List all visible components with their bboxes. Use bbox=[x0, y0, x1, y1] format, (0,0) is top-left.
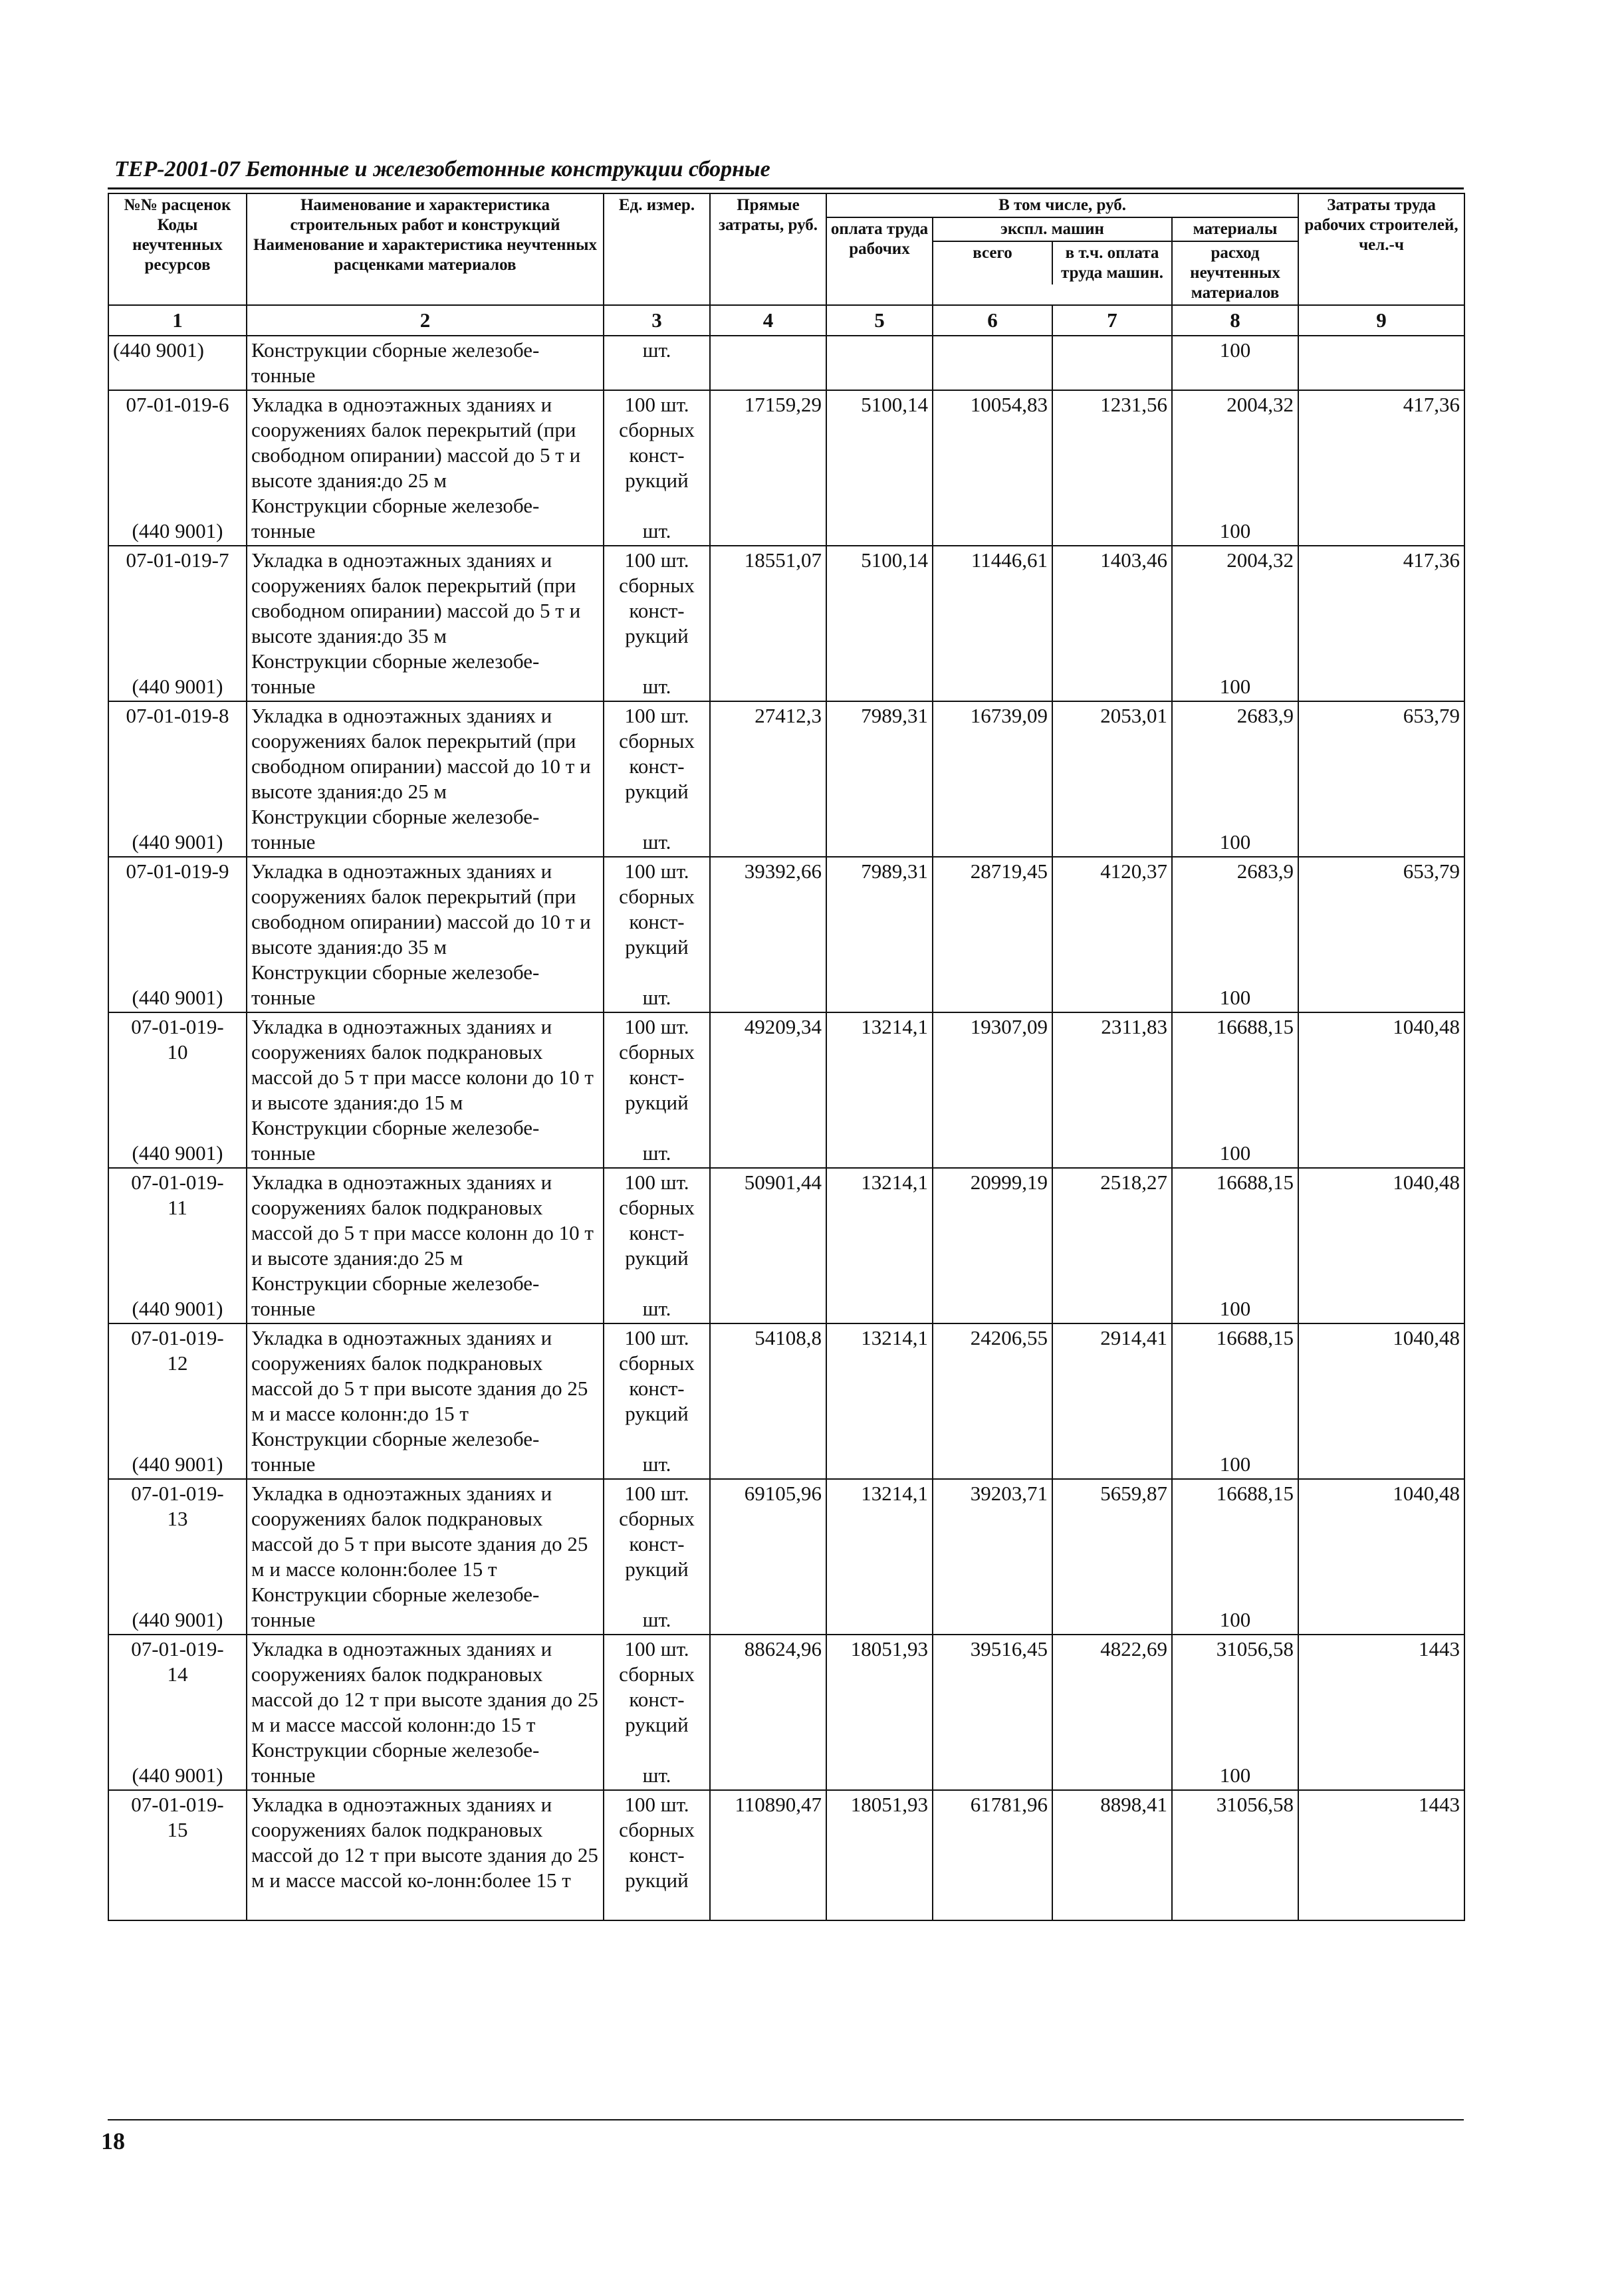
spacer bbox=[1177, 884, 1294, 985]
rate-name-cell bbox=[247, 1479, 604, 1635]
materials-value: 16688,15 bbox=[1216, 1482, 1294, 1505]
materials-value: 31056,58 bbox=[1216, 1637, 1294, 1660]
resource-code: (440 9001) bbox=[132, 1452, 223, 1476]
resource-name: Конструкции сборные железобе-тонные bbox=[251, 1116, 540, 1165]
spacer bbox=[608, 1582, 705, 1607]
rate-name-cell bbox=[247, 1790, 604, 1920]
machines-total-value: 10054,83 bbox=[933, 390, 1052, 546]
resource-unit: шт. bbox=[642, 1452, 671, 1476]
rate-unit-cell bbox=[604, 1479, 710, 1635]
materials-cell bbox=[1172, 1635, 1298, 1790]
rate-name: Укладка в одноэтажных зданиях и сооружениях балок подкрановых массой до 5 т при массе колони до 10 т и высоте здания:до 15 м bbox=[251, 1015, 594, 1114]
resource-unit: шт. bbox=[642, 519, 671, 542]
rate-unit: 100 шт. сборных конст-рукций bbox=[619, 1015, 695, 1114]
rate-row bbox=[108, 546, 1464, 701]
labor-hours-value: 1443 bbox=[1298, 1790, 1464, 1920]
rate-name: Укладка в одноэтажных зданиях и сооружениях балок подкрановых массой до 5 т при массе колонн до 10 т и высоте здания:до 25 м bbox=[251, 1171, 594, 1270]
spacer bbox=[113, 1532, 242, 1607]
materials-cell bbox=[1172, 701, 1298, 857]
col-number: 2 bbox=[247, 305, 604, 336]
resource-amount: 100 bbox=[1219, 1297, 1251, 1320]
materials-value: 2004,32 bbox=[1226, 393, 1294, 416]
spacer bbox=[608, 1115, 705, 1141]
resource-name: Конструкции сборные железобе-тонные bbox=[251, 1738, 540, 1787]
labor-hours-value: 653,79 bbox=[1298, 857, 1464, 1012]
machines-total-value: 19307,09 bbox=[933, 1012, 1052, 1168]
col-header-labor-hours: Затраты труда рабочих строителей, чел.-ч bbox=[1298, 193, 1464, 305]
labor-pay-value: 7989,31 bbox=[826, 701, 933, 857]
resource-code: (440 9001) bbox=[132, 986, 223, 1009]
resource-amount: 100 bbox=[1219, 830, 1251, 854]
rate-code-cell bbox=[108, 546, 247, 701]
column-numbers-row bbox=[108, 305, 1464, 336]
rate-row bbox=[108, 1635, 1464, 1790]
spacer bbox=[113, 1065, 242, 1141]
materials-cell bbox=[1172, 1012, 1298, 1168]
col-number: 6 bbox=[933, 305, 1052, 336]
page-number: 18 bbox=[101, 2128, 125, 2154]
rate-code: 11 bbox=[168, 1196, 187, 1219]
rate-code: 07-01-019- bbox=[131, 1015, 224, 1038]
resource-name: Конструкции сборные железобе-тонные bbox=[251, 1272, 540, 1320]
spacer bbox=[113, 417, 242, 518]
machines-labor-value: 2311,83 bbox=[1052, 1012, 1172, 1168]
direct-costs-value: 17159,29 bbox=[710, 390, 826, 546]
col-header-name-works: Наименование и характеристика строительных работ и конструкций bbox=[290, 196, 560, 234]
machines-labor-value: 8898,41 bbox=[1052, 1790, 1172, 1920]
rate-name-cell bbox=[247, 1635, 604, 1790]
rate-unit-cell bbox=[604, 701, 710, 857]
rate-name: Укладка в одноэтажных зданиях и сооружениях балок перекрытий (при свободном опирании) массой до 5 т и высоте здания:до 25 м bbox=[251, 393, 581, 492]
rate-row bbox=[108, 1479, 1464, 1635]
machines-labor-value: 2053,01 bbox=[1052, 701, 1172, 857]
rate-unit-cell bbox=[604, 857, 710, 1012]
resource-amount: 100 bbox=[1219, 1764, 1251, 1787]
empty-cell bbox=[933, 336, 1052, 390]
rate-code: 14 bbox=[167, 1662, 188, 1686]
spacer bbox=[1177, 1351, 1294, 1452]
rate-code: 07-01-019- bbox=[131, 1482, 224, 1505]
spacer bbox=[113, 573, 242, 674]
rate-code-cell bbox=[108, 1168, 247, 1323]
labor-pay-value: 7989,31 bbox=[826, 857, 933, 1012]
rate-unit: 100 шт. сборных конст-рукций bbox=[619, 1793, 695, 1892]
labor-pay-value: 5100,14 bbox=[826, 546, 933, 701]
col-number: 9 bbox=[1298, 305, 1464, 336]
machines-labor-value: 4822,69 bbox=[1052, 1635, 1172, 1790]
spacer bbox=[113, 884, 242, 985]
machines-total-value: 28719,45 bbox=[933, 857, 1052, 1012]
rate-name: Укладка в одноэтажных зданиях и сооружениях балок перекрытий (при свободном опирании) массой до 5 т и высоте здания:до 35 м bbox=[251, 548, 581, 647]
direct-costs-value: 18551,07 bbox=[710, 546, 826, 701]
spacer bbox=[1177, 1040, 1294, 1141]
col-header-machines-labor: в т.ч. оплата труда машин. bbox=[1060, 244, 1163, 282]
rate-unit: 100 шт. сборных конст-рукций bbox=[619, 859, 695, 959]
spacer bbox=[1177, 1195, 1294, 1296]
labor-hours-value: 1443 bbox=[1298, 1635, 1464, 1790]
resource-amount: 100 bbox=[1219, 1452, 1251, 1476]
direct-costs-value: 50901,44 bbox=[710, 1168, 826, 1323]
resource-name: Конструкции сборные железобе-тонные bbox=[251, 649, 540, 698]
labor-pay-value: 13214,1 bbox=[826, 1168, 933, 1323]
resource-amount: 100 bbox=[1219, 519, 1251, 542]
materials-cell bbox=[1172, 857, 1298, 1012]
spacer bbox=[113, 1376, 242, 1452]
col-header-name bbox=[247, 193, 604, 305]
labor-hours-value: 417,36 bbox=[1298, 390, 1464, 546]
rate-unit: 100 шт. сборных конст-рукций bbox=[619, 1482, 695, 1581]
labor-pay-value: 13214,1 bbox=[826, 1323, 933, 1479]
machines-labor-value: 1403,46 bbox=[1052, 546, 1172, 701]
col-header-group: В том числе, руб. bbox=[826, 193, 1298, 217]
spacer bbox=[608, 1427, 705, 1452]
resource-unit: шт. bbox=[642, 675, 671, 698]
rate-unit: 100 шт. сборных конст-рукций bbox=[619, 704, 695, 803]
col-number: 4 bbox=[710, 305, 826, 336]
rate-code: 12 bbox=[167, 1351, 188, 1375]
rate-name: Укладка в одноэтажных зданиях и сооружениях балок перекрытий (при свободном опирании) массой до 10 т и высоте здания:до 25 м bbox=[251, 704, 591, 803]
spacer bbox=[1177, 1506, 1294, 1607]
materials-cell bbox=[1172, 1479, 1298, 1635]
rate-code: 10 bbox=[167, 1040, 188, 1064]
resource-code: (440 9001) bbox=[132, 1764, 223, 1787]
rate-code: 07-01-019- bbox=[131, 1793, 224, 1816]
machines-total-value: 20999,19 bbox=[933, 1168, 1052, 1323]
resource-code: (440 9001) bbox=[132, 1141, 223, 1165]
rate-code: 07-01-019-8 bbox=[126, 704, 229, 727]
col-number: 5 bbox=[826, 305, 933, 336]
resource-name: Конструкции сборные железобе-тонные bbox=[247, 336, 604, 390]
resource-name: Конструкции сборные железобе-тонные bbox=[251, 961, 540, 1009]
col-header-machines-title: экспл. машин bbox=[933, 218, 1171, 242]
rate-unit-cell bbox=[604, 1168, 710, 1323]
materials-value: 31056,58 bbox=[1216, 1793, 1294, 1816]
spacer bbox=[113, 1687, 242, 1763]
labor-hours-value: 653,79 bbox=[1298, 701, 1464, 857]
spacer bbox=[1177, 573, 1294, 674]
rate-unit: 100 шт. сборных конст-рукций bbox=[619, 393, 695, 492]
col-header-machines-total: всего bbox=[933, 242, 1053, 285]
direct-costs-value: 27412,3 bbox=[710, 701, 826, 857]
machines-labor-value: 4120,37 bbox=[1052, 857, 1172, 1012]
rate-row bbox=[108, 701, 1464, 857]
col-header-code-resources: Коды неучтенных ресурсов bbox=[132, 216, 223, 274]
resource-unit: шт. bbox=[642, 1764, 671, 1787]
rate-unit: 100 шт. сборных конст-рукций bbox=[619, 548, 695, 647]
materials-cell bbox=[1172, 1168, 1298, 1323]
col-number: 1 bbox=[108, 305, 247, 336]
rate-unit-cell bbox=[604, 1635, 710, 1790]
rate-name-cell bbox=[247, 546, 604, 701]
direct-costs-value: 54108,8 bbox=[710, 1323, 826, 1479]
rate-unit: 100 шт. сборных конст-рукций bbox=[619, 1171, 695, 1270]
resource-unit: шт. bbox=[642, 1608, 671, 1631]
rate-name-cell bbox=[247, 390, 604, 546]
materials-cell bbox=[1172, 1323, 1298, 1479]
col-header-materials bbox=[1172, 217, 1298, 305]
resource-code: (440 9001) bbox=[132, 830, 223, 854]
empty-cell bbox=[1298, 336, 1464, 390]
direct-costs-value: 110890,47 bbox=[710, 1790, 826, 1920]
materials-cell bbox=[1172, 390, 1298, 546]
col-header-name-materials: Наименование и характеристика неучтенных расценками материалов bbox=[253, 236, 597, 274]
col-header-materials-usage: расход неучтенных материалов bbox=[1190, 244, 1280, 302]
materials-value: 16688,15 bbox=[1216, 1015, 1294, 1038]
rate-unit-cell bbox=[604, 1323, 710, 1479]
machines-labor-value: 2518,27 bbox=[1052, 1168, 1172, 1323]
materials-value: 2004,32 bbox=[1226, 548, 1294, 572]
col-number: 3 bbox=[604, 305, 710, 336]
labor-pay-value: 13214,1 bbox=[826, 1479, 933, 1635]
machines-labor-value: 5659,87 bbox=[1052, 1479, 1172, 1635]
machines-labor-value: 2914,41 bbox=[1052, 1323, 1172, 1479]
rate-code-cell bbox=[108, 857, 247, 1012]
spacer bbox=[608, 804, 705, 830]
materials-value: 16688,15 bbox=[1216, 1171, 1294, 1194]
labor-pay-value: 13214,1 bbox=[826, 1012, 933, 1168]
rate-code-cell bbox=[108, 1479, 247, 1635]
materials-value: 16688,15 bbox=[1216, 1326, 1294, 1349]
rate-code: 07-01-019- bbox=[131, 1171, 224, 1194]
rate-code-cell bbox=[108, 701, 247, 857]
rate-name-cell bbox=[247, 857, 604, 1012]
rate-code: 15 bbox=[167, 1818, 188, 1841]
labor-hours-value: 1040,48 bbox=[1298, 1012, 1464, 1168]
machines-total-value: 16739,09 bbox=[933, 701, 1052, 857]
rate-name: Укладка в одноэтажных зданиях и сооружениях балок перекрытий (при свободном опирании) массой до 10 т и высоте здания:до 35 м bbox=[251, 859, 591, 959]
rate-row bbox=[108, 1790, 1464, 1920]
resource-amount: 100 bbox=[1219, 675, 1251, 698]
materials-value: 2683,9 bbox=[1236, 859, 1294, 883]
labor-pay-value: 5100,14 bbox=[826, 390, 933, 546]
col-header-unit: Ед. измер. bbox=[604, 193, 710, 305]
spacer bbox=[113, 1843, 242, 1918]
rate-code: 07-01-019-6 bbox=[126, 393, 229, 416]
rate-row bbox=[108, 857, 1464, 1012]
spacer bbox=[608, 960, 705, 985]
resource-unit: шт. bbox=[642, 1297, 671, 1320]
resource-unit: шт. bbox=[642, 1141, 671, 1165]
resource-unit: шт. bbox=[642, 986, 671, 1009]
col-number: 7 bbox=[1052, 305, 1172, 336]
rate-code: 07-01-019- bbox=[131, 1326, 224, 1349]
resource-code: (440 9001) bbox=[132, 1608, 223, 1631]
page-header-title: ТЕР-2001-07 Бетонные и железобетонные конструкции сборные bbox=[114, 157, 770, 181]
spacer bbox=[113, 1220, 242, 1296]
resource-amount: 100 bbox=[1219, 986, 1251, 1009]
resource-amount: 100 bbox=[1219, 1141, 1251, 1165]
resource-name: Конструкции сборные железобе-тонные bbox=[251, 494, 540, 542]
spacer bbox=[608, 649, 705, 674]
rate-name-cell bbox=[247, 1168, 604, 1323]
empty-cell bbox=[826, 336, 933, 390]
labor-hours-value: 1040,48 bbox=[1298, 1168, 1464, 1323]
resource-name: Конструкции сборные железобе-тонные bbox=[251, 805, 540, 854]
rate-row bbox=[108, 1012, 1464, 1168]
col-header-machines bbox=[933, 217, 1172, 305]
rate-name-cell bbox=[247, 1323, 604, 1479]
labor-hours-value: 1040,48 bbox=[1298, 1479, 1464, 1635]
labor-pay-value: 18051,93 bbox=[826, 1635, 933, 1790]
col-header-code-rates: №№ расценок bbox=[124, 196, 231, 214]
resource-code: (440 9001) bbox=[132, 519, 223, 542]
labor-hours-value: 417,36 bbox=[1298, 546, 1464, 701]
labor-pay-value: 18051,93 bbox=[826, 1790, 933, 1920]
machines-total-value: 11446,61 bbox=[933, 546, 1052, 701]
spacer bbox=[1177, 1662, 1294, 1763]
rate-code: 07-01-019- bbox=[131, 1637, 224, 1660]
machines-total-value: 24206,55 bbox=[933, 1323, 1052, 1479]
resource-amount: 100 bbox=[1172, 336, 1298, 390]
rate-code-cell bbox=[108, 1012, 247, 1168]
machines-total-value: 39516,45 bbox=[933, 1635, 1052, 1790]
spacer bbox=[1177, 729, 1294, 830]
rate-row bbox=[108, 390, 1464, 546]
rate-row bbox=[108, 1168, 1464, 1323]
materials-value: 2683,9 bbox=[1236, 704, 1294, 727]
resource-name: Конструкции сборные железобе-тонные bbox=[251, 1583, 540, 1631]
resource-code: (440 9001) bbox=[132, 675, 223, 698]
resource-unit: шт. bbox=[604, 336, 710, 390]
rate-code: 13 bbox=[167, 1507, 188, 1530]
rate-unit-cell bbox=[604, 546, 710, 701]
resource-code: (440 9001) bbox=[132, 1297, 223, 1320]
spacer bbox=[608, 1738, 705, 1763]
rate-name: Укладка в одноэтажных зданиях и сооружениях балок подкрановых массой до 12 т при высоте здания до 25 м и массе массой колонн:до 15 т bbox=[251, 1637, 598, 1736]
rates-table bbox=[108, 193, 1465, 1921]
rate-unit: 100 шт. сборных конст-рукций bbox=[619, 1326, 695, 1425]
rate-code: 07-01-019-7 bbox=[126, 548, 229, 572]
machines-labor-value: 1231,56 bbox=[1052, 390, 1172, 546]
col-header-labor-pay: оплата труда рабочих bbox=[826, 217, 933, 305]
direct-costs-value: 39392,66 bbox=[710, 857, 826, 1012]
materials-cell bbox=[1172, 1790, 1298, 1920]
spacer bbox=[1177, 417, 1294, 518]
rate-code-cell bbox=[108, 1323, 247, 1479]
machines-total-value: 39203,71 bbox=[933, 1479, 1052, 1635]
rate-name: Укладка в одноэтажных зданиях и сооружениях балок подкрановых массой до 5 т при высоте здания до 25 м и массе колонн:до 15 т bbox=[251, 1326, 588, 1425]
labor-hours-value: 1040,48 bbox=[1298, 1323, 1464, 1479]
direct-costs-value: 69105,96 bbox=[710, 1479, 826, 1635]
rate-name-cell bbox=[247, 701, 604, 857]
resource-amount: 100 bbox=[1219, 1608, 1251, 1631]
rate-unit-cell bbox=[604, 390, 710, 546]
spacer bbox=[113, 729, 242, 830]
rate-code-cell bbox=[108, 1635, 247, 1790]
resource-name: Конструкции сборные железобе-тонные bbox=[251, 1427, 540, 1476]
rate-name: Укладка в одноэтажных зданиях и сооружениях балок подкрановых массой до 12 т при высоте здания до 25 м и массе массой ко-лонн:более 15 т bbox=[251, 1793, 598, 1892]
rate-name-cell bbox=[247, 1012, 604, 1168]
col-header-materials-title: материалы bbox=[1173, 218, 1298, 242]
resource-code: (440 9001) bbox=[108, 336, 247, 390]
empty-cell bbox=[710, 336, 826, 390]
spacer bbox=[608, 493, 705, 518]
rate-unit-cell bbox=[604, 1790, 710, 1920]
rate-unit-cell bbox=[604, 1012, 710, 1168]
direct-costs-value: 49209,34 bbox=[710, 1012, 826, 1168]
resource-row bbox=[108, 336, 1464, 390]
rate-code: 07-01-019-9 bbox=[126, 859, 229, 883]
rate-code-cell bbox=[108, 390, 247, 546]
rate-code-cell bbox=[108, 1790, 247, 1920]
col-number: 8 bbox=[1172, 305, 1298, 336]
header-rule bbox=[108, 187, 1464, 189]
col-header-code bbox=[108, 193, 247, 305]
rate-unit: 100 шт. сборных конст-рукций bbox=[619, 1637, 695, 1736]
spacer bbox=[608, 1271, 705, 1296]
direct-costs-value: 88624,96 bbox=[710, 1635, 826, 1790]
col-header-direct-costs: Прямые затраты, руб. bbox=[710, 193, 826, 305]
materials-cell bbox=[1172, 546, 1298, 701]
rate-name: Укладка в одноэтажных зданиях и сооружениях балок подкрановых массой до 5 т при высоте здания до 25 м и массе колонн:более 15 т bbox=[251, 1482, 588, 1581]
machines-total-value: 61781,96 bbox=[933, 1790, 1052, 1920]
empty-cell bbox=[1052, 336, 1172, 390]
footer-rule bbox=[108, 2119, 1464, 2120]
resource-unit: шт. bbox=[642, 830, 671, 854]
rate-row bbox=[108, 1323, 1464, 1479]
